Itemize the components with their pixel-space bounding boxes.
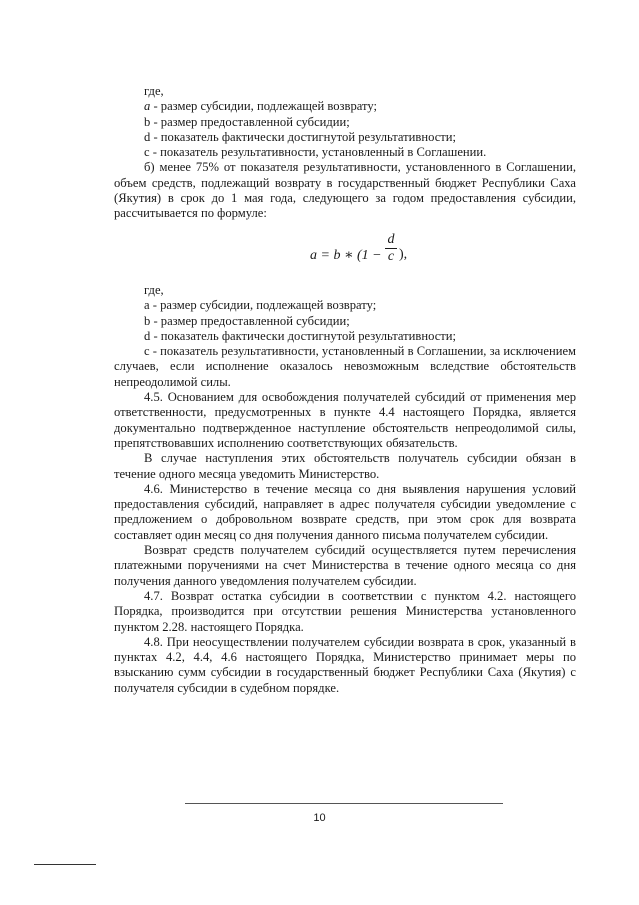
- paragraph-refund: Возврат средств получателем субсидий осуществляется путем перечисления платежными поручениями на счет Министерства в течение одного месяца со дня получения данного уведомления получателем субсидии.: [114, 543, 576, 588]
- formula-fraction: [384, 232, 398, 265]
- definition-c: [114, 344, 576, 390]
- page-number: 10: [313, 812, 326, 824]
- var-c: c: [144, 145, 150, 160]
- var-d: d: [144, 129, 151, 144]
- paragraph-4-6: 4.6. Министерство в течение месяца со дня выявления нарушения условий предоставления субсидий, направляет в адрес получателя субсидии уведомление с предложением о добровольном возврате средств, при этом срок для возврата составляет один месяц со дня получения данного письма получателем субсидии.: [114, 481, 576, 542]
- definition-a: [114, 99, 576, 114]
- paragraph-4-7: 4.7. Возврат остатка субсидии в соответствии с пунктом 4.2. настоящего Порядка, производится при отсутствии решения Министерства установленного пунктом 2.28. настоящего Порядка.: [114, 588, 576, 634]
- definition-text: - показатель фактически достигнутой результативности;: [150, 328, 457, 343]
- where-label: где,: [144, 283, 164, 297]
- definition-text: - показатель результативности, установленный в Соглашении, за исключением случаев, если исполнение оказалось невозможным вследствие обстоятельств непреодолимой силы.: [114, 344, 576, 389]
- formula-numerator: d: [387, 232, 395, 247]
- footer-mark: [34, 864, 96, 865]
- definition-c: [114, 145, 576, 160]
- definition-a: [114, 298, 576, 313]
- formula-lhs: a = b ∗ (1 −: [310, 248, 382, 263]
- var-a: a: [144, 99, 151, 114]
- definition-d: [114, 130, 576, 145]
- definition-d: [114, 329, 576, 344]
- section-b: [114, 283, 576, 696]
- var-b: b: [144, 313, 151, 328]
- section-a: [114, 84, 576, 222]
- where-label: где,: [144, 84, 164, 98]
- var-c: c: [144, 344, 150, 359]
- var-a: a: [144, 298, 150, 313]
- end-rule: [185, 803, 503, 804]
- definition-b: [114, 115, 576, 130]
- definition-text: - показатель фактически достигнутой результативности;: [150, 129, 457, 144]
- definition-text: - размер субсидии, подлежащей возврату;: [149, 298, 377, 313]
- paragraph-4-8: 4.8. При неосуществлении получателем субсидии возврата в срок, указанный в пунктах 4.2, 4.4, 4.6 настоящего Порядка, Министерство принимает меры по взысканию сумм субсидии в государственный бюджет Республики Саха (Якутия) с получателя субсидии в судебном порядке.: [114, 634, 576, 695]
- var-b: b: [144, 114, 151, 129]
- definition-b: [114, 314, 576, 329]
- formula-rhs: ),: [399, 247, 408, 262]
- definition-text: - размер предоставленной субсидии;: [150, 114, 350, 129]
- formula-denominator: c: [387, 249, 395, 264]
- var-d: d: [144, 328, 151, 343]
- paragraph-b: б) менее 75% от показателя результативности, установленного в Соглашении, объем средств, подлежащий возврату в государственный бюджет Республики Саха (Якутия) в срок до 1 мая года, следующего за годом предоставления субсидии, рассчитывается по формуле:: [114, 160, 576, 221]
- paragraph-4-5: 4.5. Основанием для освобождения получателей субсидий от применения мер ответственности, предусмотренных в пункте 4.4 настоящего Порядка, является документально подтвержденное наступление обстоятельств непреодолимой силы, препятствовавших исполнению соответствующих обязательств.: [114, 390, 576, 450]
- definition-text: - показатель результативности, установленный в Соглашении.: [149, 145, 487, 160]
- definition-text: - размер субсидии, подлежащей возврату;: [150, 99, 377, 114]
- definition-text: - размер предоставленной субсидии;: [150, 313, 350, 328]
- paragraph-notice: В случае наступления этих обстоятельств получатель субсидии обязан в течение одного месяца уведомить Министерство.: [114, 451, 576, 481]
